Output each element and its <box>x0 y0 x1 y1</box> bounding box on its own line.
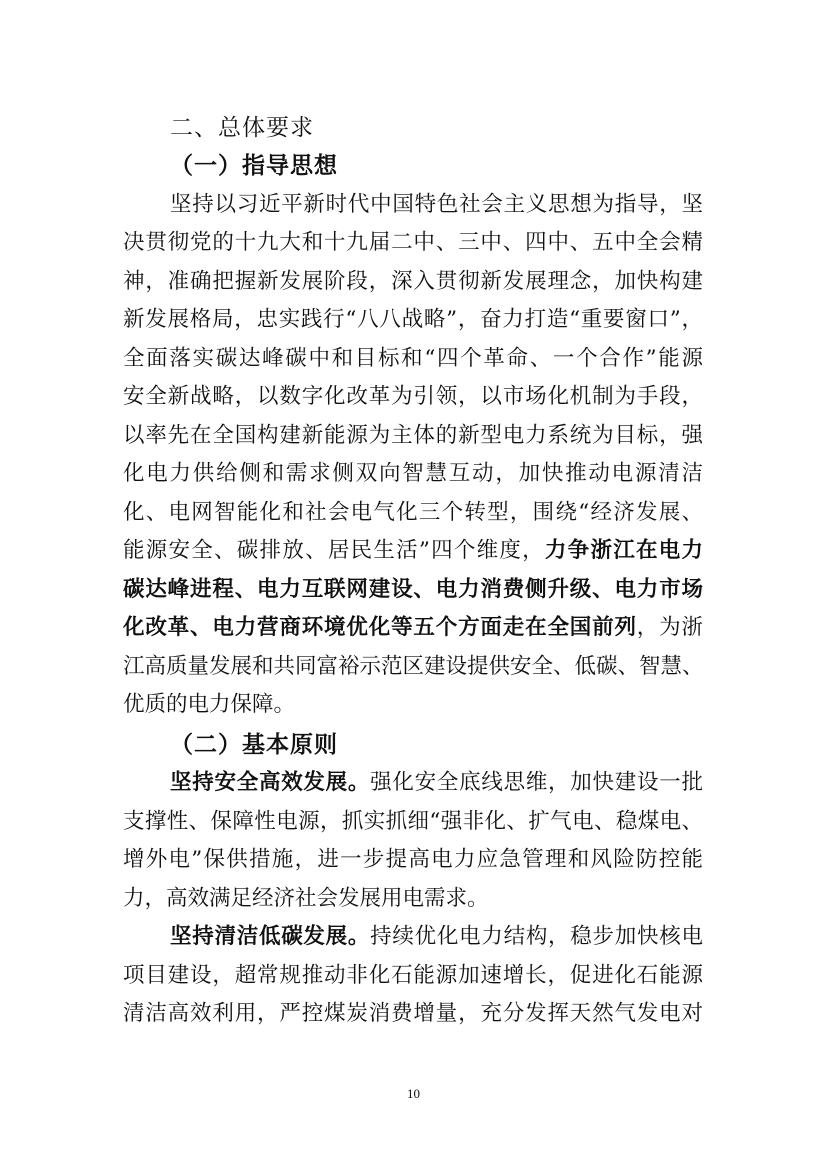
paragraph-line <box>123 540 703 562</box>
paragraph-line-bold: 碳达峰进程、电力互联网建设、电力消费侧升级、电力市场 <box>123 577 703 602</box>
paragraph-line: 全面落实碳达峰碳中和目标和“四个革命、一个合作”能源 <box>123 346 703 371</box>
paragraph-line: 新发展格局，忠实践行“八八战略”，奋力打造“重要窗口”， <box>123 307 703 332</box>
paragraph-line <box>123 617 703 639</box>
paragraph-line: 以率先在全国构建新能源为主体的新型电力系统为目标，强 <box>123 423 703 448</box>
paragraph-line: 力，高效满足经济社会发展用电需求。 <box>123 886 489 911</box>
principle-title: 坚持清洁低碳发展。 <box>170 924 371 949</box>
subsection-heading-guiding-ideology: （一）指导思想 <box>170 153 338 179</box>
paragraph-line: 增外电”保供措施，进一步提高电力应急管理和风险防控能 <box>123 847 703 872</box>
paragraph-line: 优质的电力保障。 <box>123 692 296 717</box>
section-heading: 二、总体要求 <box>170 115 314 141</box>
paragraph-line: 决贯彻党的十九大和十九届二中、三中、四中、五中全会精 <box>123 230 703 255</box>
paragraph-line: 安全新战略，以数字化改革为引领，以市场化机制为手段， <box>123 384 703 409</box>
paragraph-line <box>170 926 703 948</box>
subsection-heading-basic-principles: （二）基本原则 <box>170 732 338 758</box>
plain-text: 能源安全、碳排放、居民生活”四个维度， <box>123 538 545 563</box>
page-number: 10 <box>407 1086 420 1101</box>
paragraph-line: 江高质量发展和共同富裕示范区建设提供安全、低碳、智慧、 <box>123 654 704 679</box>
paragraph-line: 支撑性、保障性电源，抓实抓细“强非化、扩气电、稳煤电、 <box>123 809 703 834</box>
paragraph-line: 项目建设，超常规推动非化石能源加速增长，促进化石能源 <box>123 963 703 988</box>
paragraph-line: 化电力供给侧和需求侧双向智慧互动，加快推动电源清洁 <box>123 461 703 486</box>
plain-text: 强化安全底线思维，加快建设一批 <box>370 770 703 795</box>
paragraph-line: 坚持以习近平新时代中国特色社会主义思想为指导，坚 <box>170 192 703 217</box>
paragraph-line: 神，准确把握新发展阶段，深入贯彻新发展理念，加快构建 <box>123 269 703 294</box>
bold-text: 化改革、电力营商环境优化等五个方面走在全国前列 <box>123 615 637 640</box>
paragraph-line <box>170 772 703 794</box>
plain-text: ，为浙 <box>636 615 703 640</box>
bold-text: 力争浙江在电力 <box>544 538 703 563</box>
plain-text: 持续优化电力结构，稳步加快核电 <box>370 924 703 949</box>
paragraph-line: 清洁高效利用，严控煤炭消费增量，充分发挥天然气发电对 <box>123 1001 703 1026</box>
principle-title: 坚持安全高效发展。 <box>170 770 371 795</box>
paragraph-line: 化、电网智能化和社会电气化三个转型，围绕“经济发展、 <box>123 500 703 525</box>
